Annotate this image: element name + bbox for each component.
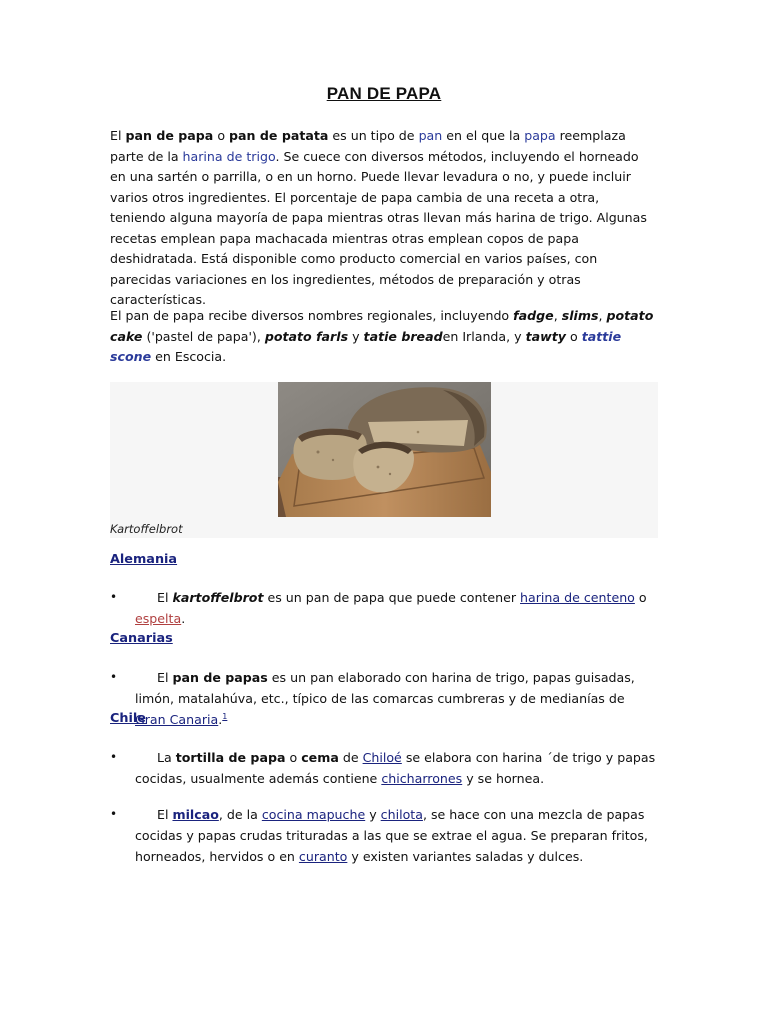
term-tortilla-de-papa: tortilla de papa [175, 750, 286, 765]
term-tatie-bread: tatie bread [363, 328, 443, 344]
text: reemplaza parte de la [110, 128, 626, 164]
text: o [213, 128, 230, 143]
term-tawty: tawty [525, 328, 566, 344]
text: . [181, 611, 186, 626]
text: es un pan elaborado con harina de trigo, papas guisadas, limón, matalahúva, etc., típico de las comarcas cumbreras y de medianías de [135, 670, 635, 706]
bullet-dot: • [110, 750, 118, 764]
bullet-dot: • [110, 670, 118, 684]
text: . [218, 712, 223, 727]
link-harina-de-trigo[interactable]: harina de trigo [182, 148, 276, 164]
intro-paragraph [110, 126, 658, 311]
text: o [634, 590, 647, 605]
term-kartoffelbrot: kartoffelbrot [172, 590, 264, 605]
bold-term: pan de papa [125, 128, 214, 143]
text: , de la [218, 807, 262, 822]
link-papa[interactable]: papa [524, 128, 556, 143]
link-chicharrones[interactable]: chicharrones [381, 771, 463, 786]
figure-caption: Kartoffelbrot [110, 522, 183, 536]
figure [110, 382, 658, 538]
text: El [110, 128, 126, 143]
text: se elabora con harina ´de trigo y papas cocidas, usualmente además contiene [135, 750, 656, 786]
list-item-text [135, 587, 658, 629]
link-harina-de-centeno[interactable]: harina de centeno [520, 590, 635, 605]
footnote-link[interactable]: 1 [222, 711, 228, 721]
text: , [598, 308, 607, 323]
text: de [338, 750, 363, 765]
text: es un pan de papa que puede contener [263, 590, 521, 605]
bullet-dot: • [110, 807, 118, 821]
bread-photo [278, 382, 491, 517]
text: , se hace con una mezcla de papas cocidas y papas crudas trituradas a las que se extrae el agua. Se preparan fritos, horneados, hervidos o en [135, 807, 648, 864]
link-cocina-mapuche[interactable]: cocina mapuche [261, 807, 366, 822]
link-gran-canaria[interactable]: Gran Canaria [135, 712, 219, 727]
section-heading-alemania[interactable]: Alemania [110, 552, 178, 567]
term-potato-farls: potato farls [264, 328, 349, 344]
link-espelta[interactable]: espelta [135, 611, 182, 626]
text: o [285, 750, 302, 765]
text: en Escocia. [151, 349, 227, 364]
term-potato-cake: potato cake [110, 308, 654, 344]
text: El [157, 670, 173, 685]
list-item-text [135, 667, 658, 730]
term-pan-de-papas: pan de papas [172, 670, 268, 685]
text: es un tipo de [328, 128, 419, 143]
text: . Se cuece con diversos métodos, incluyendo el horneado en una sartén o parrilla, o en un horno. Puede llevar levadura o no, y puede incluir varios otros ingredientes. El porcentaje de papa cambia de una receta a otra, teniendo alguna mayoría de papa mientras otras llevan más harina de trigo. Algunas recetas emplean papa machacada mientras otras emplean copos de papa deshidratada. Está disponible como producto comercial en varios países, con parecidas variaciones en los ingredientes, métodos de preparación y otras características. [110, 148, 647, 307]
text: o [566, 328, 582, 344]
link-pan[interactable]: pan [418, 128, 443, 143]
text: El pan de papa recibe diversos nombres regionales, incluyendo [110, 308, 514, 323]
text: El [157, 807, 173, 822]
text: y [365, 807, 381, 822]
text: La [157, 750, 176, 765]
text: y se hornea. [462, 771, 545, 786]
bullet-dot: • [110, 590, 118, 604]
link-chiloe[interactable]: Chiloé [362, 750, 402, 765]
text: ('pastel de papa'), [142, 328, 265, 344]
term-slims: slims [561, 308, 599, 323]
section-heading-canarias[interactable]: Canarias [110, 631, 173, 646]
link-curanto[interactable]: curanto [298, 849, 348, 864]
link-tattie-scone[interactable]: tattie scone [110, 328, 622, 364]
bold-term: pan de patata [229, 128, 329, 143]
link-milcao[interactable]: milcao [172, 807, 219, 822]
text: en Irlanda, y [442, 328, 526, 344]
term-cema: cema [301, 750, 339, 765]
list-item-text [135, 804, 658, 867]
list-item-text [135, 747, 658, 789]
text: El [157, 590, 173, 605]
term-fadge: fadge [513, 308, 554, 323]
link-chilota[interactable]: chilota [380, 807, 423, 822]
page-title: PAN DE PAPA [326, 84, 442, 103]
text: y [348, 328, 364, 344]
text: en el que la [442, 128, 525, 143]
text: , [553, 308, 562, 323]
text: y existen variantes saladas y dulces. [347, 849, 584, 864]
names-paragraph [110, 306, 658, 368]
section-heading-chile[interactable]: Chile [110, 711, 146, 726]
